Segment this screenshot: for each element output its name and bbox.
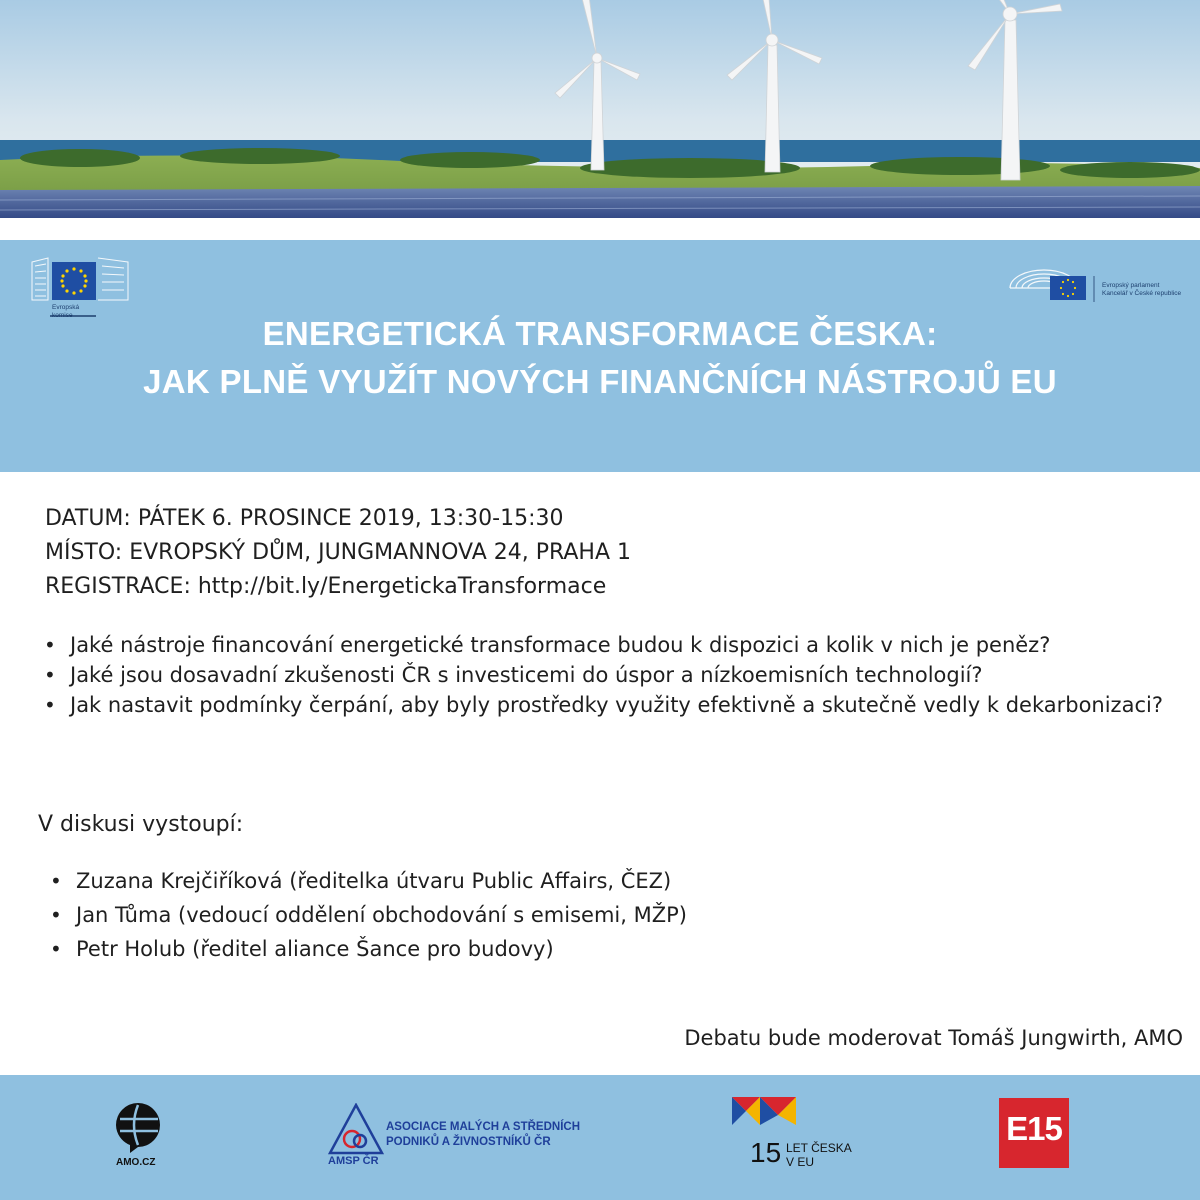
speaker-list bbox=[76, 864, 687, 966]
hero-wind-farm-photo bbox=[0, 0, 1200, 218]
amsp-name-line-2: PODNIKŮ A ŽIVNOSTNÍKŮ ČR bbox=[386, 1136, 551, 1148]
amsp-short-label: AMSP ČR bbox=[328, 1155, 379, 1167]
european-parliament-label: Evropský parlament Kancelář v České republice bbox=[1102, 282, 1182, 297]
question-item: • Jaké jsou dosavadní zkušenosti ČR s investicemi do úspor a nízkoemisních technologií? bbox=[70, 660, 1180, 690]
event-title bbox=[0, 310, 1200, 406]
title-line-1: ENERGETICKÁ TRANSFORMACE ČESKA: bbox=[262, 315, 938, 352]
event-place: MÍSTO: EVROPSKÝ DŮM, JUNGMANNOVA 24, PRAHA 1 bbox=[45, 540, 632, 565]
partner-logos-footer bbox=[0, 1075, 1200, 1200]
15-years-number: 15 bbox=[750, 1137, 782, 1168]
amo-logo bbox=[108, 1095, 168, 1175]
question-item: • Jak nastavit podmínky čerpání, aby byly prostředky využity efektivně a skutečně vedly k dekarbonizaci? bbox=[70, 690, 1180, 720]
speakers-heading: V diskusi vystoupí: bbox=[38, 812, 244, 837]
european-commission-label: Evropská komise bbox=[52, 304, 80, 319]
speaker-item: • Petr Holub (ředitel aliance Šance pro budovy) bbox=[76, 932, 687, 966]
15-years-label-line-2: V EU bbox=[786, 1155, 815, 1169]
title-band bbox=[0, 240, 1200, 472]
amsp-name-line-1: ASOCIACE MALÝCH A STŘEDNÍCH bbox=[386, 1121, 581, 1133]
event-registration: REGISTRACE: http://bit.ly/EnergetickaTransformace bbox=[45, 574, 607, 599]
moderator-note: Debatu bude moderovat Tomáš Jungwirth, AMO bbox=[684, 1026, 1183, 1050]
question-item: • Jaké nástroje financování energetické transformace budou k dispozici a kolik v nich je peněz? bbox=[70, 630, 1180, 660]
amsp-logo bbox=[328, 1103, 608, 1173]
speaker-item: • Zuzana Krejčiříková (ředitelka útvaru Public Affairs, ČEZ) bbox=[76, 864, 687, 898]
european-parliament-logo bbox=[1004, 254, 1184, 312]
15-years-czechia-eu-logo bbox=[732, 1097, 872, 1177]
15-years-label-line-1: LET ČESKA bbox=[786, 1141, 852, 1155]
title-line-2: JAK PLNĚ VYUŽÍT NOVÝCH FINANČNÍCH NÁSTROJŮ EU bbox=[143, 363, 1057, 400]
event-details bbox=[45, 502, 631, 604]
speaker-item: • Jan Tůma (vedoucí oddělení obchodování s emisemi, MŽP) bbox=[76, 898, 687, 932]
discussion-questions bbox=[70, 630, 1180, 720]
event-date: DATUM: PÁTEK 6. PROSINCE 2019, 13:30-15:30 bbox=[45, 506, 564, 531]
e15-logo bbox=[999, 1098, 1069, 1168]
e15-label: E15 bbox=[1006, 1110, 1062, 1147]
hero-divider bbox=[0, 218, 1200, 240]
amo-label: AMO.CZ bbox=[116, 1157, 156, 1168]
